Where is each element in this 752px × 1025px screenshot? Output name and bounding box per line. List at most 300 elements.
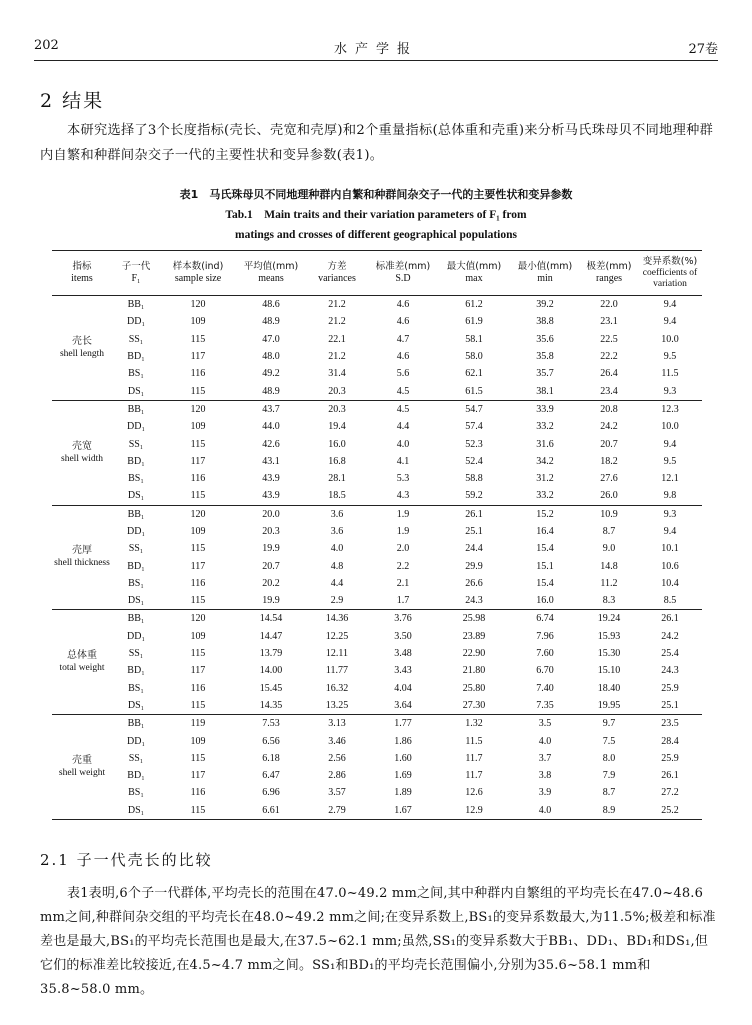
table-cell: 115 (190, 752, 206, 764)
table-cell: 9.5 (663, 351, 677, 363)
table-cell: 54.7 (465, 403, 483, 415)
table-row (52, 557, 702, 574)
table-cell: 1.60 (394, 752, 412, 764)
col-header (580, 251, 638, 296)
table-cell: 15.10 (597, 665, 621, 677)
table-cell: 18.2 (600, 455, 618, 467)
f1-label: SS₁ (128, 333, 144, 345)
table-cell: 57.4 (465, 421, 483, 433)
volume-number: 27卷 (688, 42, 718, 57)
table-cell: 20.3 (328, 403, 346, 415)
table-cell: 14.47 (259, 630, 283, 642)
table-cell: 3.43 (394, 665, 412, 677)
table-row (52, 767, 702, 784)
table-row (52, 296, 702, 314)
table-cell: 109 (190, 526, 206, 537)
table-cell: 1.67 (394, 804, 412, 816)
table-cell: 1.69 (394, 770, 412, 782)
table-cell: 11.2 (600, 577, 618, 589)
f1-label: BD₁ (127, 560, 145, 572)
table-row (52, 348, 702, 365)
table-row (52, 505, 702, 523)
table-cell: 5.6 (396, 368, 410, 380)
f1-label: SS₁ (128, 648, 144, 660)
running-header (34, 38, 718, 58)
table-row (52, 750, 702, 767)
table-cell: 25.1 (661, 699, 679, 711)
table-cell: 2.79 (328, 804, 346, 816)
table-cell: 4.7 (396, 333, 410, 345)
table-cell: 116 (190, 787, 206, 799)
table-cell: 28.1 (328, 473, 346, 485)
table-cell: 1.86 (394, 735, 412, 747)
table-cell: 11.7 (465, 752, 483, 764)
table-cell: 62.1 (465, 368, 483, 380)
table-cell: 13.25 (325, 699, 349, 711)
table-cell: 24.3 (661, 665, 679, 677)
table-cell: 117 (190, 455, 206, 467)
table-cell: 16.0 (328, 438, 346, 450)
f1-label: DS₁ (127, 490, 145, 502)
table-row (52, 680, 702, 697)
table-cell: 33.2 (536, 421, 554, 433)
trait-label-cn: 壳厚 (72, 545, 92, 557)
col-header-en: means (258, 273, 284, 284)
table-cell: 15.4 (536, 577, 554, 589)
table-cell: 3.64 (394, 699, 412, 711)
col-header (306, 251, 368, 296)
trait-group (52, 505, 702, 610)
f1-label: DS₁ (127, 699, 145, 711)
trait-label-cn: 壳长 (72, 335, 92, 347)
col-header-en: coefficients of variation (642, 268, 698, 289)
table-cell: 2.1 (396, 577, 410, 589)
table-cell: 35.6 (536, 333, 554, 345)
table-cell: 8.3 (602, 595, 616, 607)
table-cell: 15.30 (597, 648, 621, 660)
col-header-cn: 极差(mm) (586, 261, 632, 272)
table-cell: 48.9 (262, 385, 280, 397)
table-cell: 109 (190, 735, 206, 747)
table-cell: 27.2 (661, 787, 679, 799)
table-cell: 15.4 (536, 543, 554, 555)
table-cell: 44.0 (262, 421, 280, 433)
table-cell: 119 (190, 718, 206, 730)
table-cell: 20.3 (328, 385, 346, 397)
table-cell: 3.5 (538, 718, 552, 730)
table-cell: 25.2 (661, 804, 679, 816)
table-cell: 11.77 (325, 665, 349, 677)
table-cell: 58.0 (465, 351, 483, 363)
table-cell: 49.2 (262, 368, 280, 380)
col-header-cn: 最大值(mm) (446, 261, 502, 272)
f1-label: BB₁ (127, 403, 145, 415)
table-cell: 11.5 (465, 735, 483, 747)
f1-label: SS₁ (128, 543, 144, 555)
table-cell: 29.9 (465, 560, 483, 572)
table-cell: 115 (190, 385, 206, 397)
f1-label: BS₁ (128, 368, 144, 380)
table-row (52, 540, 702, 557)
table-cell: 38.8 (536, 316, 554, 328)
table-cell: 24.3 (465, 595, 483, 607)
table-cell: 43.1 (262, 455, 280, 467)
table-cell: 10.1 (661, 543, 679, 555)
table-header (52, 251, 702, 296)
table-cell: 14.36 (325, 613, 349, 625)
table-cell: 3.7 (538, 752, 552, 764)
data-table (52, 250, 702, 820)
table-cell: 116 (190, 682, 206, 694)
table-row (52, 645, 702, 662)
table-cell: 58.1 (465, 333, 483, 345)
table-cell: 115 (190, 595, 206, 607)
table-cell: 39.2 (536, 299, 554, 311)
table-cell: 26.1 (661, 613, 679, 625)
table-cell: 26.4 (600, 368, 618, 380)
table-cell: 26.1 (465, 508, 483, 520)
table-cell: 20.7 (262, 560, 280, 572)
table-cell: 1.77 (394, 718, 412, 730)
col-header (368, 251, 438, 296)
table-cell: 6.61 (262, 804, 280, 816)
col-header (510, 251, 580, 296)
table-row (52, 418, 702, 435)
table-cell: 9.8 (663, 490, 677, 502)
table-cell: 4.5 (396, 403, 410, 415)
table-cell: 38.1 (536, 385, 554, 397)
table-cell: 13.79 (259, 648, 283, 660)
table-cell: 18.5 (328, 490, 346, 502)
table-cell: 120 (190, 508, 206, 520)
f1-label: BS₁ (128, 473, 144, 485)
f1-label: SS₁ (128, 438, 144, 450)
table-cell: 42.6 (262, 438, 280, 450)
trait-label-en: shell weight (58, 768, 106, 779)
col-header-cn: 方差 (327, 261, 347, 272)
table-cell: 9.4 (663, 316, 677, 328)
table-cell: 6.47 (262, 770, 280, 782)
table-cell: 21.2 (328, 299, 346, 311)
table-cell: 1.89 (394, 787, 412, 799)
table-cell: 10.4 (661, 577, 679, 589)
col-header-en: F₁ (131, 273, 141, 284)
table-cell: 20.3 (262, 526, 280, 537)
table-cell: 12.1 (661, 473, 679, 485)
table-cell: 4.0 (396, 438, 410, 450)
table-cell: 4.5 (396, 385, 410, 397)
table-cell: 4.8 (330, 560, 344, 572)
table-cell: 19.9 (262, 543, 280, 555)
table-cell: 5.3 (396, 473, 410, 485)
table-cell: 7.40 (536, 682, 554, 694)
table-cell: 19.24 (597, 613, 621, 625)
table-cell: 21.80 (462, 665, 486, 677)
table-cell: 12.6 (465, 787, 483, 799)
table-cell: 27.30 (462, 699, 486, 711)
table-cell: 58.8 (465, 473, 483, 485)
f1-label: DD₁ (127, 735, 145, 747)
table-cell: 9.4 (663, 299, 677, 311)
page-number: 202 (34, 38, 59, 53)
table-cell: 7.96 (536, 630, 554, 642)
table-cell: 31.6 (536, 438, 554, 450)
table-row (52, 365, 702, 382)
f1-label: DD₁ (127, 316, 145, 328)
table-cell: 23.1 (600, 316, 618, 328)
table-cell: 15.1 (536, 560, 554, 572)
table-cell: 16.32 (325, 682, 349, 694)
table-cell: 28.4 (661, 735, 679, 747)
table-cell: 4.1 (396, 455, 410, 467)
table-cell: 20.8 (600, 403, 618, 415)
f1-label: BS₁ (128, 577, 144, 589)
table-row (52, 575, 702, 592)
table-cell: 33.2 (536, 490, 554, 502)
table-cell: 9.4 (663, 526, 677, 537)
table-cell: 22.0 (600, 299, 618, 311)
table-cell: 26.0 (600, 490, 618, 502)
table-cell: 117 (190, 665, 206, 677)
table-caption-cn: 表1 马氏珠母贝不同地理种群内自繁和种群间杂交子一代的主要性状和变异参数 (179, 188, 573, 201)
table-cell: 109 (190, 630, 206, 642)
intro-paragraph: 本研究选择了3个长度指标(壳长、壳宽和壳厚)和2个重量指标(总体重和壳重)来分析马氏珠母贝不同地理种群内自繁和种群间杂交子一代的主要性状和变异参数(表1)。 (40, 123, 714, 163)
table-cell: 4.0 (538, 804, 552, 816)
table-cell: 1.7 (396, 595, 410, 607)
table-cell: 117 (190, 770, 206, 782)
table-cell: 3.6 (330, 508, 344, 520)
table-cell: 3.6 (330, 526, 344, 537)
table-cell: 120 (190, 613, 206, 625)
table-cell: 1.9 (396, 508, 410, 520)
f1-label: BD₁ (127, 455, 145, 467)
table-cell: 10.9 (600, 508, 618, 520)
table-cell: 22.5 (600, 333, 618, 345)
table-cell: 25.9 (661, 682, 679, 694)
table-cell: 20.7 (600, 438, 618, 450)
table-cell: 4.6 (396, 316, 410, 328)
table-cell: 8.0 (602, 752, 616, 764)
f1-label: DD₁ (127, 630, 145, 642)
table-cell: 120 (190, 299, 206, 311)
trait-label-cn: 壳宽 (72, 440, 92, 452)
table-cell: 9.0 (602, 543, 616, 555)
f1-label: DS₁ (127, 595, 145, 607)
table-cell: 11.5 (661, 368, 679, 380)
table-row (52, 453, 702, 470)
trait-label (52, 505, 112, 610)
table-cell: 22.1 (328, 333, 346, 345)
col-header-en: S.D (395, 273, 411, 284)
table-cell: 9.3 (663, 385, 677, 397)
table-cell: 21.2 (328, 351, 346, 363)
table-row (52, 331, 702, 348)
table-cell: 115 (190, 543, 206, 555)
table-cell: 10.6 (661, 560, 679, 572)
table-cell: 10.0 (661, 421, 679, 433)
table-cell: 4.3 (396, 490, 410, 502)
table-row (52, 628, 702, 645)
trait-label-en: shell width (61, 453, 103, 464)
table-cell: 3.8 (538, 770, 552, 782)
f1-label: DS₁ (127, 385, 145, 397)
table-cell: 2.56 (328, 752, 346, 764)
table-cell: 26.1 (661, 770, 679, 782)
trait-group (52, 296, 702, 401)
table-cell: 25.4 (661, 648, 679, 660)
table-cell: 48.6 (262, 299, 280, 311)
table-cell: 4.0 (538, 735, 552, 747)
col-header-cn: 标准差(mm) (375, 261, 431, 272)
table-cell: 18.40 (597, 682, 621, 694)
table-cell: 31.2 (536, 473, 554, 485)
table-cell: 9.7 (602, 718, 616, 730)
table-cell: 4.04 (394, 682, 412, 694)
table-cell: 6.70 (536, 665, 554, 677)
table-cell: 24.2 (661, 630, 679, 642)
table-cell: 12.11 (325, 648, 349, 660)
table-cell: 8.5 (663, 595, 677, 607)
table-row (52, 313, 702, 330)
trait-label-en: shell thickness (54, 558, 110, 569)
f1-label: BD₁ (127, 770, 145, 782)
trait-group (52, 400, 702, 505)
table-cell: 43.9 (262, 490, 280, 502)
table-cell: 15.93 (597, 630, 621, 642)
f1-label: BS₁ (128, 787, 144, 799)
table-cell: 4.6 (396, 351, 410, 363)
table-cell: 14.54 (259, 613, 283, 625)
col-header-en: min (537, 273, 553, 284)
f1-label: BB₁ (127, 718, 145, 730)
table-caption-en-line2: matings and crosses of different geographical populations (235, 229, 517, 241)
table-cell: 10.0 (661, 333, 679, 345)
col-header-en: items (71, 273, 93, 284)
table-cell: 23.4 (600, 385, 618, 397)
subsection-title: 2.1 子一代壳长的比较 (40, 851, 213, 869)
table-caption-en-line1: Tab.1 Main traits and their variation parameters of F₁ from (225, 209, 527, 221)
col-header-cn: 子一代 (121, 261, 151, 272)
table-cell: 3.57 (328, 787, 346, 799)
results-paragraph: 表1表明,6个子一代群体,平均壳长的范围在47.0~49.2 mm之间,其中种群内自繁组的平均壳长在47.0~48.6 mm之间,种群间杂交组的平均壳长在48.0~49.2 mm之间;在变异系数上,BS₁的变异系数最大,为11.5%;极差和标准差也是最大,BS₁的平均壳长范围也是最大,在37.5~62.1 mm;虽然,SS₁的变异系数大于BB₁、DD₁、BD₁和DS₁,但它们的标准差比较接近,在4.5~4.7 mm之间。SS₁和BD₁的平均壳长范围偏小,分别为35.6~58.1 mm和35.8~58.0 mm。 (40, 886, 716, 997)
trait-label-en: total weight (59, 663, 105, 674)
trait-group (52, 715, 702, 820)
table-cell: 12.9 (465, 804, 483, 816)
table-cell: 25.1 (465, 526, 483, 537)
table-cell: 9.3 (663, 508, 677, 520)
table-row (52, 802, 702, 820)
table-cell: 20.2 (262, 577, 280, 589)
table-cell: 22.90 (462, 648, 486, 660)
table-cell: 7.53 (262, 718, 280, 730)
table-cell: 3.48 (394, 648, 412, 660)
trait-group (52, 610, 702, 715)
journal-name: 水产学报 (333, 42, 418, 57)
table-cell: 47.0 (262, 333, 280, 345)
table-cell: 19.9 (262, 595, 280, 607)
table-cell: 6.56 (262, 735, 280, 747)
table-cell: 33.9 (536, 403, 554, 415)
table-cell: 115 (190, 438, 206, 450)
table-cell: 117 (190, 560, 206, 572)
table-cell: 3.76 (394, 613, 412, 625)
col-header (160, 251, 236, 296)
table-cell: 52.4 (465, 455, 483, 467)
table-row (52, 610, 702, 628)
table-cell: 8.7 (602, 787, 616, 799)
table-cell: 115 (190, 648, 206, 660)
table-cell: 23.5 (661, 718, 679, 730)
table-cell: 116 (190, 473, 206, 485)
table-cell: 48.0 (262, 351, 280, 363)
table-cell: 7.9 (602, 770, 616, 782)
table-cell: 3.13 (328, 718, 346, 730)
table-cell: 22.2 (600, 351, 618, 363)
table-cell: 24.4 (465, 543, 483, 555)
table-cell: 25.80 (462, 682, 486, 694)
table-cell: 2.9 (330, 595, 344, 607)
table-cell: 8.7 (602, 526, 616, 537)
table-cell: 21.2 (328, 316, 346, 328)
table-cell: 43.9 (262, 473, 280, 485)
table-cell: 6.74 (536, 613, 554, 625)
table-row (52, 400, 702, 418)
table-cell: 8.9 (602, 804, 616, 816)
table-cell: 4.0 (330, 543, 344, 555)
table-cell: 61.2 (465, 299, 483, 311)
table-cell: 16.8 (328, 455, 346, 467)
table-cell: 7.5 (602, 735, 616, 747)
trait-label (52, 715, 112, 820)
table-cell: 43.7 (262, 403, 280, 415)
table-cell: 27.6 (600, 473, 618, 485)
table-row (52, 592, 702, 610)
table-cell: 61.5 (465, 385, 483, 397)
table-cell: 109 (190, 421, 206, 433)
table-cell: 3.50 (394, 630, 412, 642)
trait-label-cn: 壳重 (72, 755, 92, 767)
table-cell: 16.0 (536, 595, 554, 607)
table-cell: 11.7 (465, 770, 483, 782)
f1-label: DD₁ (127, 421, 145, 433)
f1-label: BB₁ (127, 299, 145, 311)
trait-label-cn: 总体重 (67, 650, 97, 662)
f1-label: BB₁ (127, 508, 145, 520)
col-header (112, 251, 160, 296)
table-cell: 15.45 (259, 682, 283, 694)
section-title: 2 结果 (40, 90, 105, 112)
table-row (52, 487, 702, 505)
col-header (638, 251, 702, 296)
table-cell: 3.46 (328, 735, 346, 747)
table-row (52, 732, 702, 749)
table-row (52, 523, 702, 540)
table-cell: 15.2 (536, 508, 554, 520)
table-cell: 3.9 (538, 787, 552, 799)
col-header-en: max (465, 273, 483, 284)
col-header-cn: 变异系数(%) (642, 256, 698, 267)
table-cell: 19.4 (328, 421, 346, 433)
table-cell: 59.2 (465, 490, 483, 502)
table-row (52, 470, 702, 487)
table-cell: 9.5 (663, 455, 677, 467)
table-cell: 1.9 (396, 526, 410, 537)
col-header-en: sample size (174, 273, 222, 284)
table-cell: 19.95 (597, 699, 621, 711)
table-cell: 24.2 (600, 421, 618, 433)
trait-label-en: shell length (59, 348, 105, 359)
table-cell: 120 (190, 403, 206, 415)
